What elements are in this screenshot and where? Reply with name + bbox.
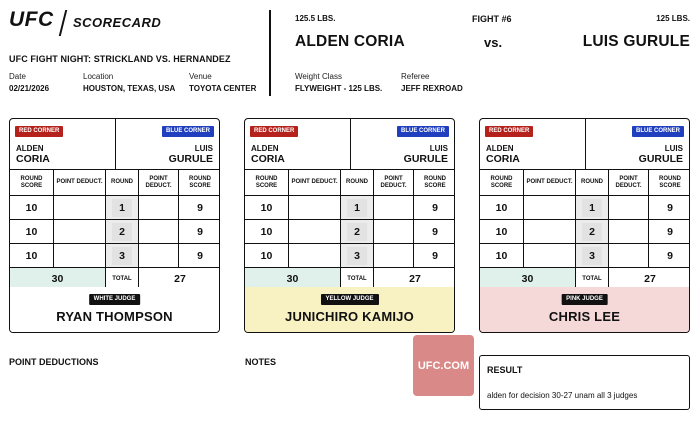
logo-divider	[59, 10, 67, 36]
blue-first-name: LUIS	[194, 144, 213, 153]
blue-score-value: 9	[432, 249, 438, 262]
judge-tag: YELLOW JUDGE	[320, 294, 378, 305]
blue-point-deduct-header: POINT DEDUCT.	[374, 170, 414, 195]
round-number: 1	[112, 199, 132, 217]
judge-card	[479, 118, 690, 333]
red-round-score	[245, 196, 289, 219]
red-point-deduct	[289, 244, 341, 267]
blue-point-deduct	[609, 244, 649, 267]
red-first-name: ALDEN	[486, 144, 514, 153]
round-header: ROUND	[341, 170, 374, 195]
blue-point-deduct	[374, 244, 414, 267]
red-round-score	[480, 196, 524, 219]
blue-round-score	[179, 220, 220, 243]
red-score-value: 10	[25, 225, 38, 238]
red-point-deduct	[54, 220, 106, 243]
blue-score-value: 9	[197, 225, 203, 238]
round-number: 3	[582, 247, 602, 265]
blue-corner-tag: BLUE CORNER	[162, 126, 214, 137]
round-row	[245, 196, 454, 220]
blue-point-deduct	[139, 220, 179, 243]
round-number-cell	[576, 220, 609, 243]
blue-round-score	[414, 244, 455, 267]
round-number: 1	[347, 199, 367, 217]
red-round-score	[10, 244, 54, 267]
blue-last-name: GURULE	[638, 153, 683, 165]
score-header-row	[10, 170, 219, 196]
judge-tag: WHITE JUDGE	[89, 294, 141, 305]
corner-row	[245, 119, 454, 170]
red-round-score-header: ROUND SCORE	[10, 170, 54, 195]
red-score-value: 10	[25, 249, 38, 262]
blue-round-score-header: ROUND SCORE	[659, 175, 681, 189]
blue-score-value: 9	[432, 225, 438, 238]
blue-score-value: 9	[197, 201, 203, 214]
blue-round-score	[179, 244, 220, 267]
round-number-cell	[106, 244, 139, 267]
round-number-cell	[341, 220, 374, 243]
venue-label: Venue	[189, 72, 212, 81]
blue-weight: 125 LBS.	[656, 14, 690, 23]
round-row	[10, 196, 219, 220]
corner-divider	[350, 119, 351, 170]
round-number: 2	[112, 223, 132, 241]
referee-label: Referee	[401, 72, 430, 81]
red-point-deduct	[524, 244, 576, 267]
red-point-deduct	[54, 196, 106, 219]
referee-value: JEFF REXROAD	[401, 84, 463, 93]
blue-round-score	[179, 196, 220, 219]
round-number-cell	[341, 244, 374, 267]
round-row	[480, 196, 689, 220]
round-header: ROUND	[576, 170, 609, 195]
round-row	[480, 220, 689, 244]
red-round-score	[10, 220, 54, 243]
red-last-name: CORIA	[16, 153, 50, 165]
red-point-deduct	[289, 196, 341, 219]
red-fighter-name: ALDEN CORIA	[295, 33, 405, 50]
weight-class-value: FLYWEIGHT - 125 LBS.	[295, 84, 383, 93]
weight-class-label: Weight Class	[295, 72, 342, 81]
red-total: 30	[286, 273, 299, 285]
red-corner-tag: RED CORNER	[250, 126, 298, 137]
blue-point-deduct	[609, 220, 649, 243]
round-row	[10, 220, 219, 244]
judge-card	[9, 118, 220, 333]
round-number-cell	[576, 196, 609, 219]
venue-value: TOYOTA CENTER	[189, 84, 257, 93]
red-score-value: 10	[495, 249, 508, 262]
red-point-deduct	[54, 244, 106, 267]
blue-fighter-name: LUIS GURULE	[582, 33, 690, 50]
judge-name: RYAN THOMPSON	[56, 309, 173, 324]
round-number: 3	[112, 247, 132, 265]
blue-score-value: 9	[432, 201, 438, 214]
red-round-score	[245, 244, 289, 267]
red-point-deduct	[524, 196, 576, 219]
score-header-row	[480, 170, 689, 196]
round-number-cell	[576, 244, 609, 267]
blue-point-deduct-header: POINT DEDUCT.	[609, 170, 649, 195]
blue-point-deduct	[374, 196, 414, 219]
red-first-name: ALDEN	[251, 144, 279, 153]
result-box	[479, 355, 690, 410]
round-header: ROUND	[106, 170, 139, 195]
blue-corner-tag: BLUE CORNER	[397, 126, 449, 137]
blue-point-deduct-header: POINT DEDUCT.	[139, 170, 179, 195]
red-total: 30	[51, 273, 64, 285]
red-round-score	[10, 196, 54, 219]
judge-area	[245, 287, 454, 333]
red-round-score	[480, 220, 524, 243]
blue-last-name: GURULE	[168, 153, 213, 165]
round-number: 2	[582, 223, 602, 241]
blue-corner-tag: BLUE CORNER	[632, 126, 684, 137]
red-score-value: 10	[495, 201, 508, 214]
blue-score-value: 9	[667, 249, 673, 262]
round-number-cell	[106, 196, 139, 219]
total-label: TOTAL	[347, 276, 367, 282]
corner-row	[480, 119, 689, 170]
red-point-deduct-header: POINT DEDUCT.	[54, 170, 106, 195]
red-score-value: 10	[260, 249, 273, 262]
blue-score-value: 9	[667, 225, 673, 238]
red-score-value: 10	[260, 225, 273, 238]
total-label: TOTAL	[582, 276, 602, 282]
scorecard-title: SCORECARD	[73, 15, 162, 30]
round-number-cell	[341, 196, 374, 219]
round-row	[245, 220, 454, 244]
fight-number: FIGHT #6	[472, 14, 512, 24]
blue-total: 27	[409, 273, 421, 285]
red-corner-tag: RED CORNER	[15, 126, 63, 137]
red-score-value: 10	[260, 201, 273, 214]
red-last-name: CORIA	[251, 153, 285, 165]
judge-card	[244, 118, 455, 333]
blue-round-score-header: ROUND SCORE	[189, 175, 211, 189]
judge-area	[10, 287, 219, 333]
red-weight: 125.5 LBS.	[295, 14, 336, 23]
round-number-cell	[106, 220, 139, 243]
blue-total: 27	[174, 273, 186, 285]
red-point-deduct-header: POINT DEDUCT.	[524, 170, 576, 195]
corner-divider	[115, 119, 116, 170]
red-round-score-header: ROUND SCORE	[245, 170, 289, 195]
blue-round-score	[649, 220, 690, 243]
red-point-deduct-header: POINT DEDUCT.	[289, 170, 341, 195]
ufc-logo: UFC	[9, 8, 54, 31]
round-number: 1	[582, 199, 602, 217]
round-row	[10, 244, 219, 268]
blue-round-score	[414, 220, 455, 243]
red-point-deduct	[289, 220, 341, 243]
notes-label: NOTES	[245, 357, 277, 367]
red-round-score	[480, 244, 524, 267]
corner-row	[10, 119, 219, 170]
red-round-score-header: ROUND SCORE	[480, 170, 524, 195]
result-label: RESULT	[487, 365, 523, 375]
blue-point-deduct	[374, 220, 414, 243]
red-corner-tag: RED CORNER	[485, 126, 533, 137]
location-label: Location	[83, 72, 114, 81]
corner-divider	[585, 119, 586, 170]
blue-round-score	[649, 196, 690, 219]
score-header-row	[245, 170, 454, 196]
blue-score-value: 9	[667, 201, 673, 214]
event-title: UFC FIGHT NIGHT: STRICKLAND VS. HERNANDEZ	[9, 54, 231, 64]
red-score-value: 10	[25, 201, 38, 214]
point-deductions-label: POINT DEDUCTIONS	[9, 357, 99, 367]
blue-total: 27	[644, 273, 656, 285]
blue-first-name: LUIS	[429, 144, 448, 153]
red-first-name: ALDEN	[16, 144, 44, 153]
blue-point-deduct	[139, 196, 179, 219]
vs-label: vs.	[484, 35, 503, 50]
blue-point-deduct	[609, 196, 649, 219]
location-value: HOUSTON, TEXAS, USA	[83, 84, 176, 93]
judge-name: JUNICHIRO KAMIJO	[285, 309, 414, 324]
round-row	[245, 244, 454, 268]
date-value: 02/21/2026	[9, 84, 50, 93]
red-total: 30	[521, 273, 534, 285]
judge-area	[480, 287, 689, 333]
judge-name: CHRIS LEE	[548, 309, 621, 324]
total-label: TOTAL	[112, 276, 132, 282]
date-label: Date	[9, 72, 26, 81]
red-last-name: CORIA	[486, 153, 520, 165]
blue-round-score	[414, 196, 455, 219]
red-point-deduct	[524, 220, 576, 243]
red-score-value: 10	[495, 225, 508, 238]
ufc-com-badge[interactable]: UFC.COM	[413, 335, 474, 396]
blue-round-score	[649, 244, 690, 267]
result-text: alden for decision 30-27 unam all 3 judges	[487, 391, 638, 400]
round-row	[480, 244, 689, 268]
red-round-score	[245, 220, 289, 243]
blue-score-value: 9	[197, 249, 203, 262]
blue-round-score-header: ROUND SCORE	[424, 175, 446, 189]
blue-last-name: GURULE	[403, 153, 448, 165]
blue-point-deduct	[139, 244, 179, 267]
judge-tag: PINK JUDGE	[561, 294, 608, 305]
header-divider	[269, 10, 271, 96]
round-number: 2	[347, 223, 367, 241]
blue-first-name: LUIS	[664, 144, 683, 153]
round-number: 3	[347, 247, 367, 265]
